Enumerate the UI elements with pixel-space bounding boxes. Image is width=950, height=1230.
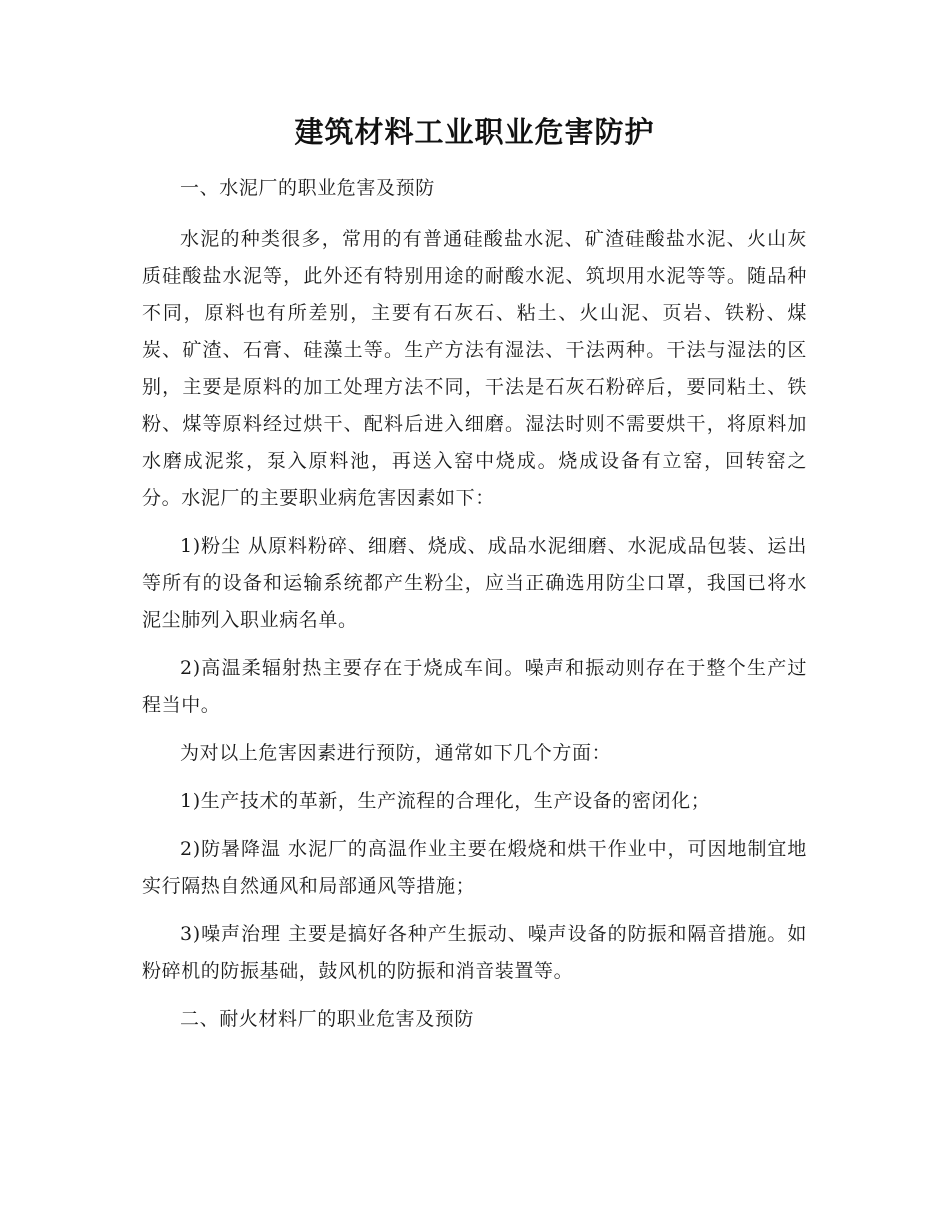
paragraph-prevention-intro: 为对以上危害因素进行预防，通常如下几个方面：: [180, 742, 612, 764]
paragraph-hazard-heat-noise: 2)高温柔辐射热主要存在于烧成车间。噪声和振动则存在于整个生产过程当中。: [142, 657, 807, 716]
section-heading-cement: 一、水泥厂的职业危害及预防: [180, 177, 435, 199]
paragraph-measure-technology: 1)生产技术的革新，生产流程的合理化，生产设备的密闭化；: [180, 790, 711, 812]
paragraph-hazard-dust: 1)粉尘 从原料粉碎、细磨、烧成、成品水泥细磨、水泥成品包装、运出等所有的设备和运输系统都产生粉尘，应当正确选用防尘口罩，我国已将水泥尘肺列入职业病名单。: [142, 535, 807, 631]
document-page: [142, 112, 807, 1052]
paragraph-cement-intro: 水泥的种类很多，常用的有普通硅酸盐水泥、矿渣硅酸盐水泥、火山灰质硅酸盐水泥等，此外还有特别用途的耐酸水泥、筑坝用水泥等等。随品种不同，原料也有所差别，主要有石灰石、粘土、火山泥、页岩、铁粉、煤炭、矿渣、石膏、硅藻土等。生产方法有湿法、干法两种。干法与湿法的区别，主要是原料的加工处理方法不同，干法是石灰石粉碎后，要同粘土、铁粉、煤等原料经过烘干、配料后进入细磨。湿法时则不需要烘干，将原料加水磨成泥浆，泵入原料池，再送入窑中烧成。烧成设备有立窑，回转窑之分。水泥厂的主要职业病危害因素如下：: [142, 228, 807, 509]
document-title: 建筑材料工业职业危害防护: [294, 115, 655, 149]
paragraph-measure-noise: 3)噪声治理 主要是搞好各种产生振动、噪声设备的防振和隔音措施。如粉碎机的防振基础，鼓风机的防振和消音装置等。: [142, 923, 807, 982]
section-heading-refractory: 二、耐火材料厂的职业危害及预防: [180, 1008, 475, 1030]
paragraph-measure-cooling: 2)防暑降温 水泥厂的高温作业主要在煅烧和烘干作业中，可因地制宜地实行隔热自然通风和局部通风等措施；: [142, 838, 807, 897]
